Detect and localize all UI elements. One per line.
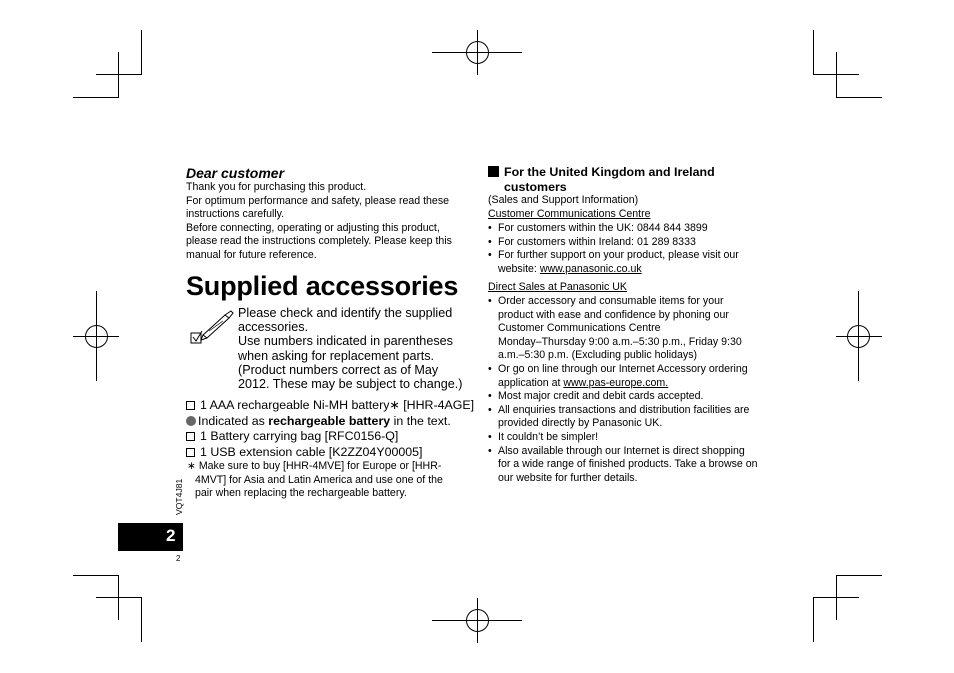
intro-line: Before connecting, operating or adjusting this product,: [186, 221, 440, 234]
section-square-icon: [488, 166, 499, 177]
list-item-continued: [488, 263, 739, 277]
item-label: 1 AAA rechargeable Ni-MH battery∗ [HHR-4AGE]: [200, 398, 475, 412]
check-line: accessories.: [238, 320, 308, 335]
list-item: [186, 398, 474, 414]
check-paragraph: [238, 306, 463, 391]
list-item-continued: provided directly by Panasonic UK.: [498, 417, 663, 430]
indicated-text: Indicated as: [198, 413, 269, 428]
ccc-bullets: [488, 222, 739, 276]
panasonic-website-link[interactable]: www.panasonic.co.uk: [539, 262, 642, 275]
checkbox-icon: [186, 432, 195, 441]
section-heading: [504, 165, 715, 195]
intro-line: please read the instructions completely. Please keep this: [186, 235, 452, 248]
check-line: Use numbers indicated in parentheses: [238, 334, 453, 349]
check-line: Please check and identify the supplied: [238, 306, 453, 320]
page-number: 2: [176, 554, 181, 563]
item-label: 1 USB extension cable [K2ZZ04Y00005]: [200, 444, 423, 459]
dear-customer-heading: Dear customer: [186, 165, 285, 181]
intro-paragraph: [186, 181, 452, 263]
list-item: • Or go on line through our Internet Accessory ordering: [488, 363, 758, 377]
accessories-list: [186, 398, 474, 460]
page-title: Supplied accessories: [186, 271, 459, 301]
footnote-line: ∗ Make sure to buy [HHR-4MVE] for Europe or [HHR-: [187, 460, 442, 472]
list-item: [186, 445, 474, 461]
footnote-line: pair when replacing the rechargeable battery.: [195, 487, 407, 500]
list-item: • Order accessory and consumable items for your: [488, 295, 758, 309]
intro-line: For optimum performance and safety, please read these: [186, 194, 450, 207]
model-code: VQT4J81: [174, 478, 184, 515]
indicated-text: in the text.: [390, 413, 451, 428]
list-item-continued: [488, 377, 758, 391]
checkbox-icon: [186, 401, 195, 410]
check-line: when asking for replacement parts.: [238, 348, 435, 363]
list-item: • For further support on your product, please visit our: [488, 249, 739, 263]
intro-line: manual for future reference.: [186, 248, 317, 261]
bullet-dot-icon: [186, 416, 196, 426]
check-line: 2012. These may be subject to change.): [238, 377, 463, 392]
list-item: • Most major credit and debit cards accepted.: [488, 390, 758, 404]
sales-support-label: (Sales and Support Information): [488, 194, 639, 206]
footnote: [187, 460, 443, 501]
direct-sales-heading: Direct Sales at Panasonic UK: [488, 281, 627, 293]
list-item: • For customers within the UK: 0844 844 3899: [488, 222, 739, 236]
indicated-bold-text: rechargeable battery: [268, 413, 391, 428]
application-label: application at: [498, 376, 564, 389]
list-item-continued: a.m.–5:30 p.m. (Excluding public holidays): [498, 349, 698, 362]
section-heading-line: customers: [504, 180, 567, 194]
section-heading-line: For the United Kingdom and Ireland: [504, 165, 715, 179]
list-item: [186, 414, 474, 430]
item-label: 1 Battery carrying bag [RFC0156-Q]: [200, 429, 399, 444]
list-item: • For customers within Ireland: 01 289 8333: [488, 236, 739, 250]
website-label: website:: [498, 262, 540, 275]
ccc-heading: Customer Communications Centre: [488, 208, 651, 220]
list-item: • It couldn’t be simpler!: [488, 431, 758, 445]
checklist-pencil-icon: [189, 309, 237, 347]
footnote-line: 4MVT] for Asia and Latin America and use one of the: [195, 473, 443, 486]
list-item: • Also available through our Internet is direct shopping: [488, 445, 758, 459]
direct-sales-bullets: [488, 295, 758, 485]
pas-europe-link[interactable]: www.pas-europe.com.: [563, 376, 669, 389]
check-line: (Product numbers correct as of May: [238, 362, 439, 377]
list-item-continued: product with ease and confidence by phoning our: [498, 308, 729, 321]
intro-line: Thank you for purchasing this product.: [186, 181, 367, 193]
intro-line: instructions carefully.: [186, 208, 285, 221]
list-item-continued: for a wide range of finished products. Take a browse on: [498, 458, 758, 471]
list-item: [186, 429, 474, 445]
list-item-continued: Monday–Thursday 9:00 a.m.–5:30 p.m., Friday 9:30: [498, 335, 742, 348]
list-item-continued: our website for further details.: [498, 471, 638, 484]
page-tab-number: 2: [166, 526, 176, 545]
checkbox-icon: [186, 448, 195, 457]
list-item-continued: Customer Communications Centre: [498, 322, 661, 335]
list-item: • All enquiries transactions and distribution facilities are: [488, 404, 758, 418]
